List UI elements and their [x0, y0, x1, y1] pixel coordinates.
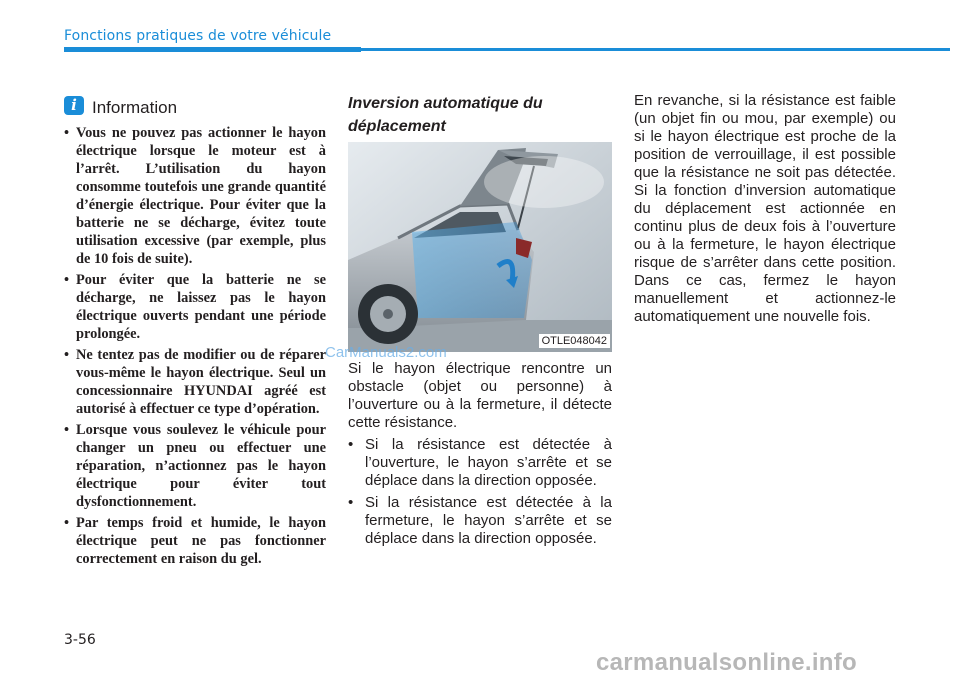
information-item: • Vous ne pouvez pas actionner le hayon électrique lorsque le moteur est à l’arrêt. L’utilisation du hayon consomme toutefois une grande quantité d’énergie électrique. Pour éviter que la batterie ne se décharge, évitez toute utilisation excessive (par exemple, plus de 10 fois de suite). [64, 124, 326, 268]
information-item: • Ne tentez pas de modifier ou de réparer vous-même le hayon électrique. Seul un concessionnaire HYUNDAI agréé est autorisé à effectuer ce type d’opération. [64, 346, 326, 418]
information-list [64, 124, 326, 571]
suv-tailgate-image [348, 142, 612, 352]
information-item: • Lorsque vous soulevez le véhicule pour changer un pneu ou effectuer une réparation, n’actionnez pas le hayon électrique pour éviter tout dysfonctionnement. [64, 421, 326, 511]
tailgate-illustration [348, 142, 612, 352]
watermark-carmanualsonline: carmanualsonline.info [596, 649, 858, 676]
information-item: • Par temps froid et humide, le hayon électrique peut ne pas fonctionner correctement en raison du gel. [64, 514, 326, 568]
info-icon: i [64, 96, 84, 115]
section-continuation: En revanche, si la résistance est faible (un objet fin ou mou, par exemple) ou si le hayon électrique est proche de la position de verrouillage, il est possible que la résistance ne soit pas détectée. Si la fonction d’inversion automatique du déplacement est actionnée en continu plus de deux fois à l’ouverture ou à la fermeture, le hayon électrique risque de s’arrêter dans cette position. Dans ce cas, fermez le hayon manuellement et actionnez-le automatiquement une nouvelle fois. [634, 92, 896, 325]
figure-code-label: OTLE048042 [539, 334, 610, 348]
section-body [348, 360, 612, 552]
section-bullet: • Si la résistance est détectée à l’ouverture, le hayon s’arrête et se déplace dans la direction opposée. [348, 436, 612, 490]
section-bullet: • Si la résistance est détectée à la fermeture, le hayon s’arrête et se déplace dans la direction opposée. [348, 494, 612, 548]
header-rule-accent [64, 47, 361, 52]
section-heading: Inversion automatique du déplacement [348, 95, 543, 135]
information-item: • Pour éviter que la batterie ne se décharge, ne laissez pas le hayon électrique ouverts pendant une période prolongée. [64, 271, 326, 343]
section-bullets [348, 436, 612, 548]
section-intro: Si le hayon électrique rencontre un obstacle (objet ou personne) à l’ouverture ou à la fermeture, il détecte cette résistance. [348, 360, 612, 431]
information-heading: Information [92, 98, 178, 117]
page-number: 3-56 [64, 632, 96, 648]
section-header-title: Fonctions pratiques de votre véhicule [64, 28, 332, 44]
watermark-carmanuals2: CarManuals2.com [325, 344, 447, 361]
